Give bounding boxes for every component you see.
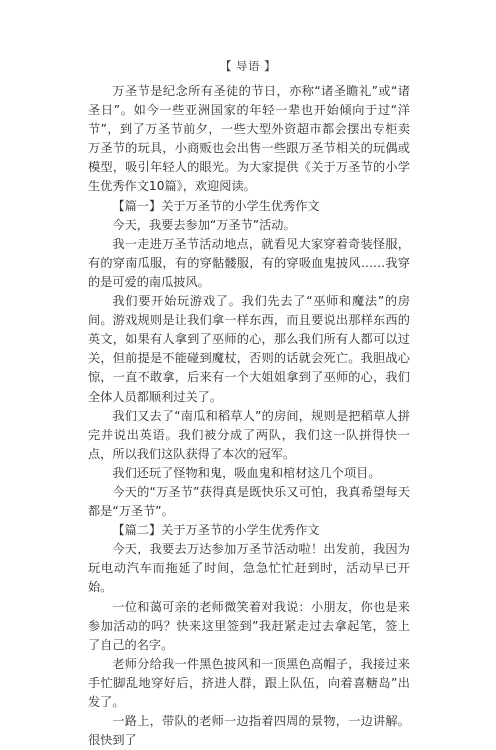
body-paragraph: 我们还玩了怪物和鬼，吸血鬼和棺材这几个项目。 (112, 465, 381, 480)
body-paragraph: 今天，我要去万达参加万圣节活动啦！出发前，我因为玩电动汽车而拖延了时间，急急忙忙赶到时，活动早已开始。 (88, 542, 410, 595)
body-paragraph: 今天，我要去参加“万圣节”活动。 (112, 217, 296, 232)
heading-left-bracket: 【 (219, 59, 232, 73)
body-paragraph: 我们要开始玩游戏了。我们先去了“巫师和魔法”的房间。游戏规则是让我们拿一样东西，而且要说出那样东西的英文，如果有人拿到了巫师的心，那么我们所有人都可以过关，但前提是不能碰到魔杖，否则的话就会死亡。我胆战心惊，一直不敢拿，后来有一个大姐姐拿到了巫师的心，我们全体人员都顺利过关了。 (88, 294, 410, 404)
intro-paragraph: 万圣节是纪念所有圣徒的节日，亦称“诸圣瞻礼”或“诸圣日”。如今一些亚洲国家的年轻一辈也开始倾向于过“洋节”，到了万圣节前夕，一些大型外资超市都会摆出专柜卖万圣节的玩具，小商贩也会出售一些跟万圣节相关的玩偶或模型，吸引年轻人的眼光。为大家提供《关于万圣节的小学生优秀作文10篇》，欢迎阅读。 (88, 84, 410, 194)
body-paragraph: 老师分给我一件黑色披风和一顶黑色高帽子，我接过来手忙脚乱地穿好后，挤进人群，跟上队伍，向着喜糖岛”出发了。 (88, 656, 410, 709)
section-title-2: 【篇二】关于万圣节的小学生优秀作文 (112, 523, 320, 538)
body-paragraph: 今天的“万圣节”获得真是既快乐又可怕，我真希望每天都是“万圣节”。 (88, 484, 410, 519)
guide-heading (0, 58, 496, 74)
body-paragraph: 一位和蔼可亲的老师微笑着对我说：小朋友，你也是来参加活动的吗？快来这里签到”我赶紧走过去拿起笔，签上了自己的名字。 (88, 599, 410, 652)
body-paragraph: 我一走进万圣节活动地点，就看见大家穿着奇装怪服，有的穿南瓜服，有的穿骷髅服，有的穿吸血鬼披风……我穿的是可爱的南瓜披风。 (88, 236, 410, 289)
heading-label: 导语 (236, 59, 260, 73)
article-body (88, 82, 410, 750)
section-title-1: 【篇一】关于万圣节的小学生优秀作文 (112, 198, 320, 213)
body-paragraph: 一路上，带队的老师一边指着四周的景物，一边讲解。很快到了 (88, 714, 410, 748)
heading-right-bracket: 】 (264, 59, 277, 73)
body-paragraph: 我们又去了“南瓜和稻草人”的房间，规则是把稻草人拼完并说出英语。我们被分成了两队，我们这一队拼得快一点，所以我们这队获得了本次的冠军。 (88, 408, 410, 461)
